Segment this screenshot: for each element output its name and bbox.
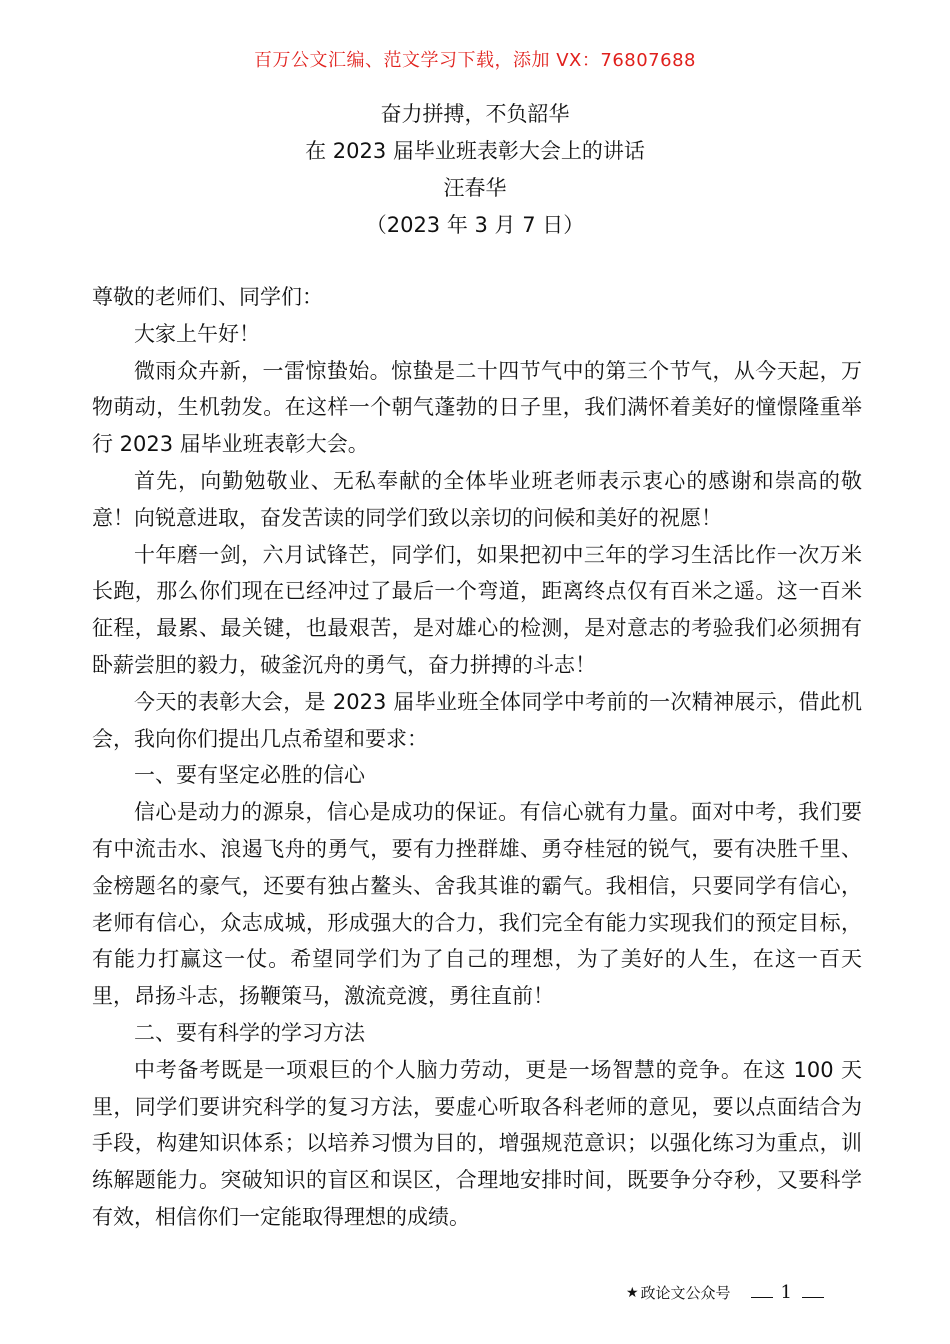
dash-right xyxy=(802,1297,824,1298)
page-number-block xyxy=(743,1282,832,1303)
speech-body xyxy=(92,279,862,1236)
dash-left xyxy=(751,1297,773,1298)
paragraph-marathon: 十年磨一剑，六月试锋芒，同学们，如果把初中三年的学习生活比作一次万米长跑，那么你们现在已经冲过了最后一个弯道，距离终点仅有百米之遥。这一百米征程，最累、最关键，也最艰苦，是对雄心的检测，是对意志的考验我们必须拥有卧薪尝胆的毅力，破釜沉舟的勇气，奋力拼搏的斗志！ xyxy=(92,542,862,677)
page-number: 1 xyxy=(780,1282,794,1303)
author-name: 汪春华 xyxy=(443,176,507,200)
paragraph-thanks: 首先，向勤勉敬业、无私奉献的全体毕业班老师表示衷心的感谢和崇高的敬意！向锐意进取，奋发苦读的同学们致以亲切的问候和美好的祝愿！ xyxy=(92,468,862,530)
paragraph-requirements: 今天的表彰大会，是 2023 届毕业班全体同学中考前的一次精神展示，借此机会，我向你们提出几点希望和要求： xyxy=(92,689,862,751)
salutation: 尊敬的老师们、同学们： xyxy=(92,285,323,309)
title-block xyxy=(0,96,950,244)
paragraph-confidence: 信心是动力的源泉，信心是成功的保证。有信心就有力量。面对中考，我们要有中流击水、浪遏飞舟的勇气，要有力挫群雄、勇夺桂冠的锐气，要有决胜千里、金榜题名的豪气，还要有独占鳌头、舍我其谁的霸气。我相信，只要同学有信心，老师有信心，众志成城，形成强大的合力，我们完全有能力实现我们的预定目标，有能力打赢这一仗。希望同学们为了自己的理想，为了美好的人生，在这一百天里，昂扬斗志，扬鞭策马，激流竞渡，勇往直前！ xyxy=(92,800,862,1009)
section-heading-method: 二、要有科学的学习方法 xyxy=(134,1020,365,1045)
speech-date: （2023 年 3 月 7 日） xyxy=(365,213,585,237)
footer-label: 政论文公众号 xyxy=(640,1284,731,1302)
section-heading-confidence: 一、要有坚定必胜的信心 xyxy=(134,763,365,788)
paragraph-method: 中考备考既是一项艰巨的个人脑力劳动，更是一场智慧的竞争。在这 100 天里，同学们要讲究科学的复习方法，要虚心听取各科老师的意见，要以点面结合为手段，构建知识体系；以培养习惯为目的，增强规范意识；以强化练习为重点，训练解题能力。突破知识的盲区和误区，合理地安排时间，既要争分夺秒，又要科学有效，相信你们一定能取得理想的成绩。 xyxy=(92,1057,862,1229)
main-title: 奋力拼搏，不负韶华 xyxy=(380,102,570,126)
promo-banner: 百万公文汇编、范文学习下载，添加 VX：76807688 xyxy=(254,50,696,71)
star-icon: ★ xyxy=(625,1284,639,1301)
subtitle: 在 2023 届毕业班表彰大会上的讲话 xyxy=(305,139,645,163)
paragraph-greeting: 大家上午好！ xyxy=(134,321,260,346)
paragraph-intro: 微雨众卉新，一雷惊蛰始。惊蛰是二十四节气中的第三个节气，从今天起，万物萌动，生机勃发。在这样一个朝气蓬勃的日子里，我们满怀着美好的憧憬隆重举行 2023 届毕业班表彰大会。 xyxy=(92,358,862,457)
page-footer xyxy=(626,1282,832,1303)
